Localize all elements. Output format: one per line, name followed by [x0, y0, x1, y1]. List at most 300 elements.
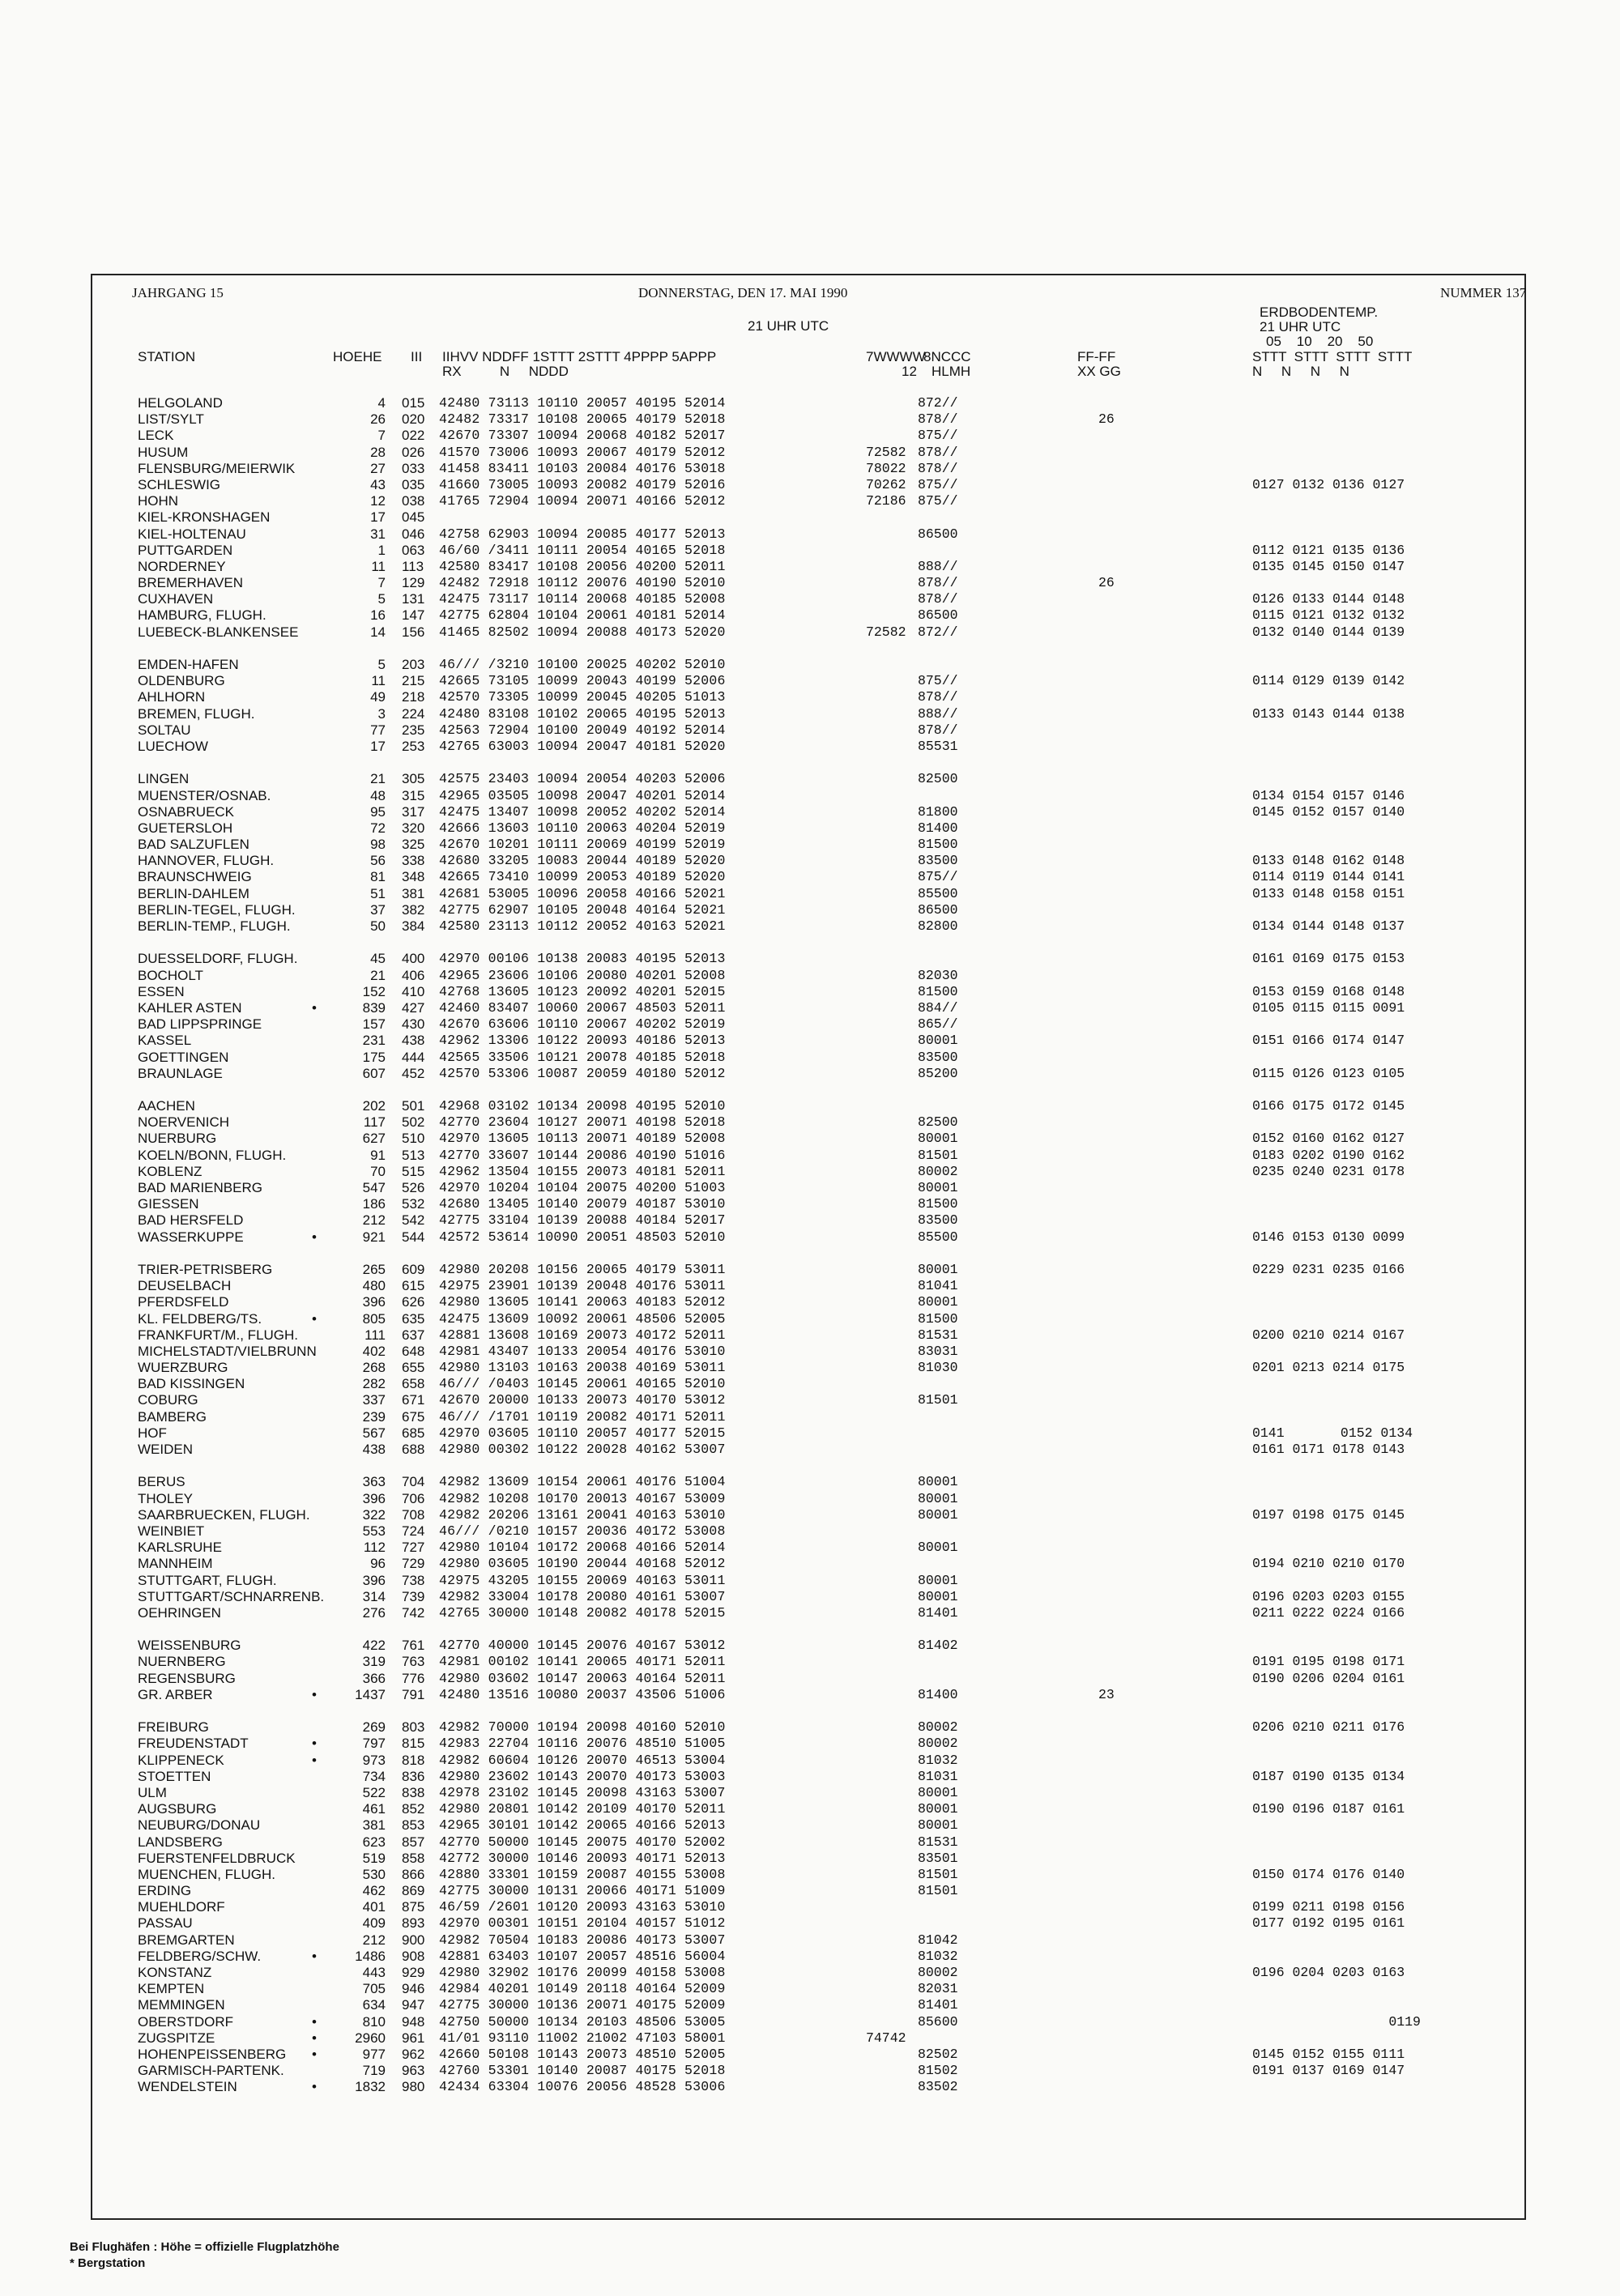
group-8nccc: 81402 [918, 1638, 958, 1654]
station-name: FUERSTENFELDBRUCK [138, 1850, 296, 1866]
station-height: 627 [362, 1131, 386, 1147]
group-8nccc: 80001 [918, 1801, 958, 1817]
soil-temps: 0161 0171 0178 0143 [1252, 1442, 1405, 1457]
station-name: BAD SALZUFLEN [138, 837, 249, 853]
mountain-marker: • [312, 2079, 317, 2095]
synop-groups: 42881 13608 10169 20073 40172 52011 [439, 1327, 726, 1343]
group-8nccc: 80002 [918, 1736, 958, 1752]
table-row [0, 1573, 1620, 1589]
station-id: 658 [402, 1376, 425, 1392]
synop-groups: 46/60 /3411 10111 20054 40165 52018 [439, 542, 726, 558]
station-name: KONSTANZ [138, 1965, 212, 1980]
soil-temps: 0190 0196 0187 0161 [1252, 1801, 1405, 1817]
table-row [0, 1932, 1620, 1949]
station-id: 609 [402, 1261, 425, 1277]
station-height: 186 [362, 1196, 386, 1212]
station-name: SCHLESWIG [138, 476, 221, 492]
synop-groups: 42665 73410 10099 20053 40189 52020 [439, 869, 726, 885]
group-8nccc: 888// [918, 558, 958, 574]
synop-groups: 42980 03602 10147 20063 40164 52011 [439, 1670, 726, 1686]
soil-temps: 0132 0140 0144 0139 [1252, 624, 1405, 640]
synop-groups: 42670 73307 10094 20068 40182 52017 [439, 428, 726, 444]
station-name: OSNABRUECK [138, 803, 235, 820]
table-row [0, 1753, 1620, 1769]
station-name: HOHN [138, 493, 179, 509]
synop-groups: 42975 43205 10155 20069 40163 53011 [439, 1572, 726, 1588]
station-name: BAD MARIENBERG [138, 1180, 262, 1195]
synop-groups: 46/// /3210 10100 20025 40202 52010 [439, 657, 726, 672]
station-id: 738 [402, 1572, 425, 1588]
station-height: 810 [362, 2013, 386, 2030]
group-7wwww: 72582 [866, 444, 906, 460]
station-height: 402 [362, 1343, 386, 1359]
table-row [0, 543, 1620, 559]
synop-groups: 41465 82502 10094 20088 40173 52020 [439, 624, 726, 640]
station-name: BREMERHAVEN [138, 575, 244, 591]
soil-temps: 0206 0210 0211 0176 [1252, 1719, 1405, 1736]
group-8nccc: 80001 [918, 1784, 958, 1800]
table-row [0, 722, 1620, 739]
soil-temps: 0146 0153 0130 0099 [1252, 1229, 1405, 1245]
table-row [0, 1392, 1620, 1408]
col-hlmh: HLMH [932, 364, 971, 379]
group-separator [0, 1703, 1620, 1719]
table-row [0, 575, 1620, 591]
table-row [0, 2030, 1620, 2047]
synop-groups: 42434 63304 10076 20056 48528 53006 [439, 2079, 726, 2095]
soil-temps: 0235 0240 0231 0178 [1252, 1163, 1405, 1179]
col-synop-1: IIHVV NDDFF 1STTT 2STTT 4PPPP 5APPP [442, 349, 717, 364]
station-id: 900 [402, 1932, 425, 1948]
group-8nccc: 81501 [918, 1866, 958, 1882]
station-id: 893 [402, 1915, 425, 1932]
synop-groups: 42765 30000 10148 20082 40178 52015 [439, 1604, 726, 1621]
synop-groups: 42965 30101 10142 20065 40166 52013 [439, 1817, 726, 1834]
synop-groups: 42670 20000 10133 20073 40170 53012 [439, 1392, 726, 1408]
soil-temps: 0191 0195 0198 0171 [1252, 1654, 1405, 1670]
table-row [0, 395, 1620, 411]
table-row [0, 968, 1620, 984]
station-name: KIEL-KRONSHAGEN [138, 509, 271, 526]
station-id: 857 [402, 1834, 425, 1850]
soil-temps: 0161 0169 0175 0153 [1252, 951, 1405, 967]
group-8nccc: 80002 [918, 1965, 958, 1980]
table-row [0, 1736, 1620, 1752]
station-id: 131 [402, 591, 425, 607]
group-8nccc: 85500 [918, 1229, 958, 1245]
soil-temps: 0152 0160 0162 0127 [1252, 1131, 1405, 1147]
synop-groups: 42962 13504 10155 20073 40181 52011 [439, 1163, 726, 1179]
station-name: AACHEN [138, 1098, 195, 1114]
group-8nccc: 81400 [918, 820, 958, 836]
station-name: OLDENBURG [138, 673, 225, 689]
station-id: 063 [402, 542, 425, 558]
station-height: 461 [362, 1801, 386, 1817]
synop-groups: 42980 23602 10143 20070 40173 53003 [439, 1768, 726, 1784]
synop-groups: 41660 73005 10093 20082 40179 52016 [439, 476, 726, 492]
station-id: 727 [402, 1540, 425, 1556]
soil-temps: 0141 0152 0134 [1252, 1425, 1413, 1441]
station-height: 49 [370, 689, 386, 705]
station-name: MEMMINGEN [138, 1997, 225, 2013]
station-name: BRAUNLAGE [138, 1065, 223, 1081]
group-8nccc: 80001 [918, 1490, 958, 1506]
station-height: 319 [362, 1654, 386, 1670]
station-name: PFERDSFELD [138, 1294, 229, 1310]
station-height: 212 [362, 1932, 386, 1948]
group-8nccc: 83502 [918, 2079, 958, 2095]
station-name: ERDING [138, 1883, 192, 1899]
station-name: ESSEN [138, 983, 185, 999]
station-name: NUERNBERG [138, 1654, 226, 1670]
group-7wwww: 72186 [866, 493, 906, 509]
table-row [0, 1981, 1620, 1997]
station-name: HELGOLAND [138, 395, 223, 411]
table-row [0, 591, 1620, 607]
station-name: REGENSBURG [138, 1670, 236, 1686]
col-12: 12 [902, 364, 917, 379]
station-id: 046 [402, 526, 425, 542]
col-7wwww: 7WWWW [866, 349, 926, 364]
station-name: GR. ARBER [138, 1686, 213, 1702]
group-8nccc: 80001 [918, 1180, 958, 1195]
soil-temps: 0145 0152 0157 0140 [1252, 803, 1405, 820]
station-name: WEIDEN [138, 1442, 193, 1457]
table-row [0, 1589, 1620, 1605]
group-8nccc: 86500 [918, 526, 958, 542]
station-height: 239 [362, 1408, 386, 1425]
station-name: GOETTINGEN [138, 1049, 229, 1065]
soil-temps: 0133 0148 0158 0151 [1252, 885, 1405, 901]
station-id: 637 [402, 1327, 425, 1343]
station-name: KLIPPENECK [138, 1752, 224, 1768]
jahrgang: JAHRGANG 15 [132, 285, 224, 300]
soil-depths: 05 10 20 50 [1266, 334, 1374, 349]
station-id: 532 [402, 1196, 425, 1212]
station-name: STOETTEN [138, 1768, 211, 1784]
group-8nccc: 80001 [918, 1294, 958, 1310]
station-name: HAMBURG, FLUGH. [138, 607, 266, 624]
table-row [0, 1965, 1620, 1981]
group-8nccc: 83500 [918, 1212, 958, 1229]
table-row [0, 1719, 1620, 1736]
station-height: 438 [362, 1442, 386, 1457]
station-height: 553 [362, 1523, 386, 1539]
synop-groups: 42775 33104 10139 20088 40184 52017 [439, 1212, 726, 1229]
col-soil-2: N N N N [1252, 364, 1349, 379]
group-8nccc: 80001 [918, 1572, 958, 1588]
station-name: BAD HERSFELD [138, 1212, 244, 1229]
station-id: 338 [402, 853, 425, 869]
station-name: MICHELSTADT/VIELBRUNN [138, 1343, 317, 1359]
station-height: 112 [363, 1540, 386, 1556]
synop-groups: 41570 73006 10093 20067 40179 52012 [439, 444, 726, 460]
station-id: 875 [402, 1899, 425, 1915]
station-name: DUESSELDORF, FLUGH. [138, 951, 298, 967]
table-row [0, 2079, 1620, 2095]
station-id: 400 [402, 951, 425, 967]
synop-groups: 42981 43407 10133 20054 40176 53010 [439, 1343, 726, 1359]
station-height: 77 [370, 722, 386, 738]
station-name: STUTTGART, FLUGH. [138, 1572, 277, 1588]
station-name: KL. FELDBERG/TS. [138, 1310, 262, 1327]
group-8nccc: 888// [918, 705, 958, 722]
group-8nccc: 82031 [918, 1981, 958, 1997]
table-row [0, 739, 1620, 755]
station-height: 805 [362, 1310, 386, 1327]
group-8nccc: 80001 [918, 1033, 958, 1049]
table-row [0, 1867, 1620, 1883]
station-id: 224 [402, 705, 425, 722]
station-height: 396 [362, 1294, 386, 1310]
group-8nccc: 80002 [918, 1719, 958, 1736]
soil-temps: 0135 0145 0150 0147 [1252, 558, 1405, 574]
soil-temps: 0177 0192 0195 0161 [1252, 1915, 1405, 1932]
table-row [0, 902, 1620, 918]
synop-groups: 42570 73305 10099 20045 40205 51013 [439, 689, 726, 705]
synop-groups: 42460 83407 10060 20067 48503 52011 [439, 999, 726, 1016]
synop-groups: 42768 13605 10123 20092 40201 52015 [439, 983, 726, 999]
station-name: HOHENPEISSENBERG [138, 2046, 287, 2062]
station-id: 035 [402, 476, 425, 492]
group-8nccc: 82500 [918, 1114, 958, 1131]
table-row [0, 984, 1620, 1000]
station-height: 409 [362, 1915, 386, 1932]
soil-temps: 0199 0211 0198 0156 [1252, 1899, 1405, 1915]
station-name: PASSAU [138, 1915, 193, 1932]
station-id: 382 [402, 901, 425, 918]
table-row [0, 1033, 1620, 1049]
table-row [0, 1098, 1620, 1114]
station-id: 963 [402, 2063, 425, 2079]
soil-temps: 0201 0213 0214 0175 [1252, 1360, 1405, 1376]
station-id: 038 [402, 493, 425, 509]
station-height: 26 [370, 411, 386, 428]
synop-groups: 42758 62903 10094 20085 40177 52013 [439, 526, 726, 542]
soil-temps: 0211 0222 0224 0166 [1252, 1604, 1405, 1621]
table-row [0, 1769, 1620, 1785]
synop-groups: 42575 23403 10094 20054 40203 52006 [439, 771, 726, 787]
table-row [0, 1409, 1620, 1425]
soil-temps: 0166 0175 0172 0145 [1252, 1098, 1405, 1114]
station-id: 724 [402, 1523, 425, 1539]
group-8nccc: 80001 [918, 1588, 958, 1604]
soil-temps: 0196 0204 0203 0163 [1252, 1965, 1405, 1980]
table-row [0, 1000, 1620, 1016]
station-id: 026 [402, 444, 425, 460]
synop-groups: 42980 13605 10141 20063 40183 52012 [439, 1294, 726, 1310]
group-8nccc: 81401 [918, 1604, 958, 1621]
table-row [0, 1016, 1620, 1033]
group-8nccc: 81500 [918, 1310, 958, 1327]
table-row [0, 886, 1620, 902]
station-id: 853 [402, 1817, 425, 1834]
station-name: MANNHEIM [138, 1556, 213, 1572]
table-row [0, 853, 1620, 869]
group-8nccc: 81032 [918, 1948, 958, 1964]
station-name: BREMGARTEN [138, 1932, 235, 1948]
station-name: LUECHOW [138, 738, 208, 754]
station-name: KOBLENZ [138, 1163, 202, 1179]
station-height: 443 [362, 1965, 386, 1980]
group-8nccc: 85200 [918, 1065, 958, 1081]
station-name: FRANKFURT/M., FLUGH. [138, 1327, 299, 1343]
station-name: FLENSBURG/MEIERWIK [138, 460, 296, 476]
soil-temps: 0126 0133 0144 0148 [1252, 591, 1405, 607]
station-name: WEISSENBURG [138, 1638, 241, 1654]
group-8nccc: 81042 [918, 1932, 958, 1948]
station-name: DEUSELBACH [138, 1278, 232, 1294]
station-height: 973 [362, 1752, 386, 1768]
station-id: 791 [402, 1686, 425, 1702]
synop-groups: 42681 53005 10096 20058 40166 52021 [439, 885, 726, 901]
synop-groups: 42775 30000 10131 20066 40171 51009 [439, 1883, 726, 1899]
station-id: 908 [402, 1948, 425, 1964]
station-name: TRIER-PETRISBERG [138, 1261, 273, 1277]
station-height: 276 [362, 1604, 386, 1621]
table-row [0, 1131, 1620, 1147]
soil-temps: 0197 0198 0175 0145 [1252, 1506, 1405, 1523]
synop-groups: 42775 30000 10136 20071 40175 52009 [439, 1997, 726, 2013]
synop-groups: 42565 33506 10121 20078 40185 52018 [439, 1049, 726, 1065]
group-8nccc: 81032 [918, 1752, 958, 1768]
group-8nccc: 875// [918, 476, 958, 492]
table-row [0, 918, 1620, 935]
station-id: 147 [402, 607, 425, 624]
station-id: 675 [402, 1408, 425, 1425]
station-height: 17 [370, 738, 386, 754]
table-row [0, 1687, 1620, 1703]
station-height: 202 [362, 1098, 386, 1114]
soil-temps: 0115 0126 0123 0105 [1252, 1065, 1405, 1081]
station-id: 203 [402, 657, 425, 672]
station-height: 27 [370, 460, 386, 476]
table-row [0, 607, 1620, 624]
group-8nccc: 81041 [918, 1278, 958, 1294]
group-8nccc: 81531 [918, 1327, 958, 1343]
station-name: HOF [138, 1425, 167, 1441]
station-id: 544 [402, 1229, 425, 1245]
station-name: HUSUM [138, 444, 189, 460]
soil-temps: 0145 0152 0155 0111 [1252, 2046, 1405, 2062]
table-row [0, 706, 1620, 722]
station-height: 462 [362, 1883, 386, 1899]
station-name: BOCHOLT [138, 967, 203, 983]
group-8nccc: 878// [918, 575, 958, 591]
station-name: WUERZBURG [138, 1360, 228, 1376]
table-row [0, 1638, 1620, 1654]
synop-groups: 42980 03605 10190 20044 40168 52012 [439, 1556, 726, 1572]
table-row [0, 1540, 1620, 1556]
station-height: 269 [362, 1719, 386, 1736]
soil-temps: 0191 0137 0169 0147 [1252, 2063, 1405, 2079]
station-height: 56 [370, 853, 386, 869]
table-row [0, 657, 1620, 673]
station-name: NUERBURG [138, 1131, 217, 1147]
group-ff: 26 [1098, 575, 1115, 591]
table-row [0, 2014, 1620, 2030]
station-name: AHLHORN [138, 689, 206, 705]
mountain-marker: • [312, 2013, 317, 2030]
table-row [0, 461, 1620, 477]
table-row [0, 1883, 1620, 1899]
station-id: 022 [402, 428, 425, 444]
station-height: 37 [370, 901, 386, 918]
soil-temps: 0134 0144 0148 0137 [1252, 918, 1405, 934]
synop-groups: 42975 23901 10139 20048 40176 53011 [439, 1278, 726, 1294]
station-id: 215 [402, 673, 425, 689]
station-height: 12 [370, 493, 386, 509]
station-height: 51 [370, 885, 386, 901]
synop-groups: 42984 40201 10149 20118 40164 52009 [439, 1981, 726, 1997]
group-8nccc: 83501 [918, 1850, 958, 1866]
station-id: 452 [402, 1065, 425, 1081]
station-id: 648 [402, 1343, 425, 1359]
soil-temps: 0196 0203 0203 0155 [1252, 1588, 1405, 1604]
station-id: 803 [402, 1719, 425, 1736]
station-height: 401 [362, 1899, 386, 1915]
station-id: 626 [402, 1294, 425, 1310]
station-id: 218 [402, 689, 425, 705]
group-ff: 23 [1098, 1686, 1115, 1702]
synop-groups: 42480 73113 10110 20057 40195 52014 [439, 395, 726, 411]
synop-groups: 42980 10104 10172 20068 40166 52014 [439, 1540, 726, 1556]
table-row [0, 820, 1620, 837]
station-id: 671 [402, 1392, 425, 1408]
synop-groups: 42982 60604 10126 20070 46513 53004 [439, 1752, 726, 1768]
station-id: 615 [402, 1278, 425, 1294]
station-id: 320 [402, 820, 425, 836]
station-name: BAD KISSINGEN [138, 1376, 245, 1392]
station-name: CUXHAVEN [138, 591, 214, 607]
station-id: 430 [402, 1016, 425, 1033]
group-8nccc: 875// [918, 869, 958, 885]
mountain-marker: • [312, 1736, 317, 1752]
group-separator [0, 641, 1620, 657]
group-8nccc: 81031 [918, 1768, 958, 1784]
group-8nccc: 81501 [918, 1147, 958, 1163]
synop-groups: 42580 23113 10112 20052 40163 52021 [439, 918, 726, 934]
erdboden-title: ERDBODENTEMP. [1260, 305, 1379, 320]
mountain-marker: • [312, 2030, 317, 2046]
station-name: BERLIN-TEMP., FLUGH. [138, 918, 291, 934]
synop-groups: 42981 00102 10141 20065 40171 52011 [439, 1654, 726, 1670]
table-row [0, 1915, 1620, 1932]
group-8nccc: 80001 [918, 1474, 958, 1490]
station-id: 946 [402, 1981, 425, 1997]
station-name: KASSEL [138, 1033, 192, 1049]
station-height: 72 [370, 820, 386, 836]
synop-groups: 42670 63606 10110 20067 40202 52019 [439, 1016, 726, 1033]
station-height: 91 [370, 1147, 386, 1163]
station-id: 510 [402, 1131, 425, 1147]
table-row [0, 1801, 1620, 1817]
station-height: 480 [362, 1278, 386, 1294]
table-row [0, 1654, 1620, 1670]
synop-groups: 42965 03505 10098 20047 40201 52014 [439, 787, 726, 803]
synop-groups: 42970 00106 10138 20083 40195 52013 [439, 951, 726, 967]
synop-groups: 42978 23102 10145 20098 43163 53007 [439, 1784, 726, 1800]
station-name: MUENSTER/OSNAB. [138, 787, 271, 803]
station-height: 21 [370, 771, 386, 787]
station-height: 322 [362, 1506, 386, 1523]
table-row [0, 1294, 1620, 1310]
soil-temps: 0194 0210 0210 0170 [1252, 1556, 1405, 1572]
soil-temps: 0134 0154 0157 0146 [1252, 787, 1405, 803]
table-row [0, 1212, 1620, 1229]
synop-groups: 41765 72904 10094 20071 40166 52012 [439, 493, 726, 509]
group-8nccc: 82800 [918, 918, 958, 934]
